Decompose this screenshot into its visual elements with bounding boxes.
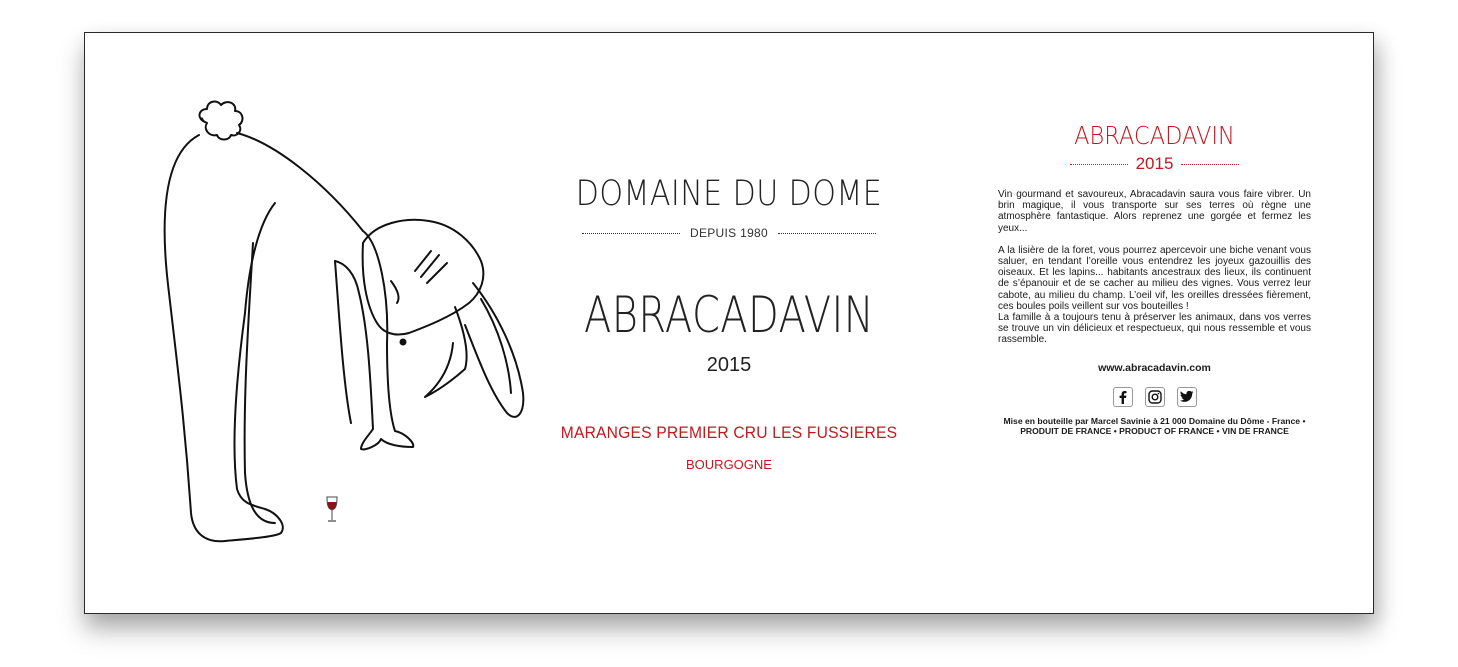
wine-glass-icon: [325, 495, 339, 525]
back-label-text: [998, 123, 1311, 436]
dotted-divider: [582, 233, 680, 234]
region: BOURGOGNE: [686, 457, 772, 472]
right-year-row: [998, 154, 1311, 174]
since-text: DEPUIS 1980: [689, 226, 768, 240]
dotted-divider: [1070, 164, 1128, 165]
vintage: 2015: [706, 354, 752, 376]
twitter-icon[interactable]: [1177, 387, 1197, 407]
right-title: ABRACADAVIN: [1074, 121, 1235, 150]
instagram-icon[interactable]: [1145, 387, 1165, 407]
facebook-icon[interactable]: [1113, 387, 1133, 407]
since-row: [525, 226, 933, 240]
description-paragraph-1: Vin gourmand et savoureux, Abracadavin saura vous faire vibrer. Un brin magique, il vous transporte sur ses terres où règne une atmosphère fantastique. Alors reprenez une gorgée et fermez les yeux...: [998, 189, 1311, 234]
right-year: 2015: [1135, 154, 1174, 173]
bottling-footer: Mise en bouteille par Marcel Savinie à 21 000 Domaine du Dôme - France • PRODUIT DE FRANCE • PRODUCT OF FRANCE • VIN DE FRANCE: [1003, 415, 1306, 436]
dotted-divider: [778, 233, 876, 234]
wine-name: ABRACADAVIN: [583, 286, 875, 344]
center-block: [525, 163, 933, 472]
website-link[interactable]: www.abracadavin.com: [1098, 361, 1211, 374]
dotted-divider: [1181, 164, 1239, 165]
description-paragraph-3: La famille à a toujours tenu à préserver les animaux, dans vos verres se trouve un vin délicieux et respectueux, qui nous ressemble et vous rassemble.: [998, 312, 1311, 346]
wine-label: [84, 32, 1374, 614]
description-paragraph-2: A la lisière de la foret, vous pourrez apercevoir une biche venant vous saluer, en tendant l’oreille vous entendrez les joyeux gazouillis des oiseaux. Et les lapins... habitants ancestraux des lieux, ils continuent de s’épanouir et de se cacher au milieu des vignes. Vous verrez leur cabote, au milieu du champ. L’oeil vif, les oreilles dressées fièrement, ces boules poils veillent sur vos bouteilles !: [998, 244, 1311, 312]
appellation: MARANGES PREMIER CRU LES FUSSIERES: [560, 423, 898, 442]
social-icons: [998, 387, 1311, 407]
domain-name: DOMAINE DU DOME: [575, 174, 883, 214]
